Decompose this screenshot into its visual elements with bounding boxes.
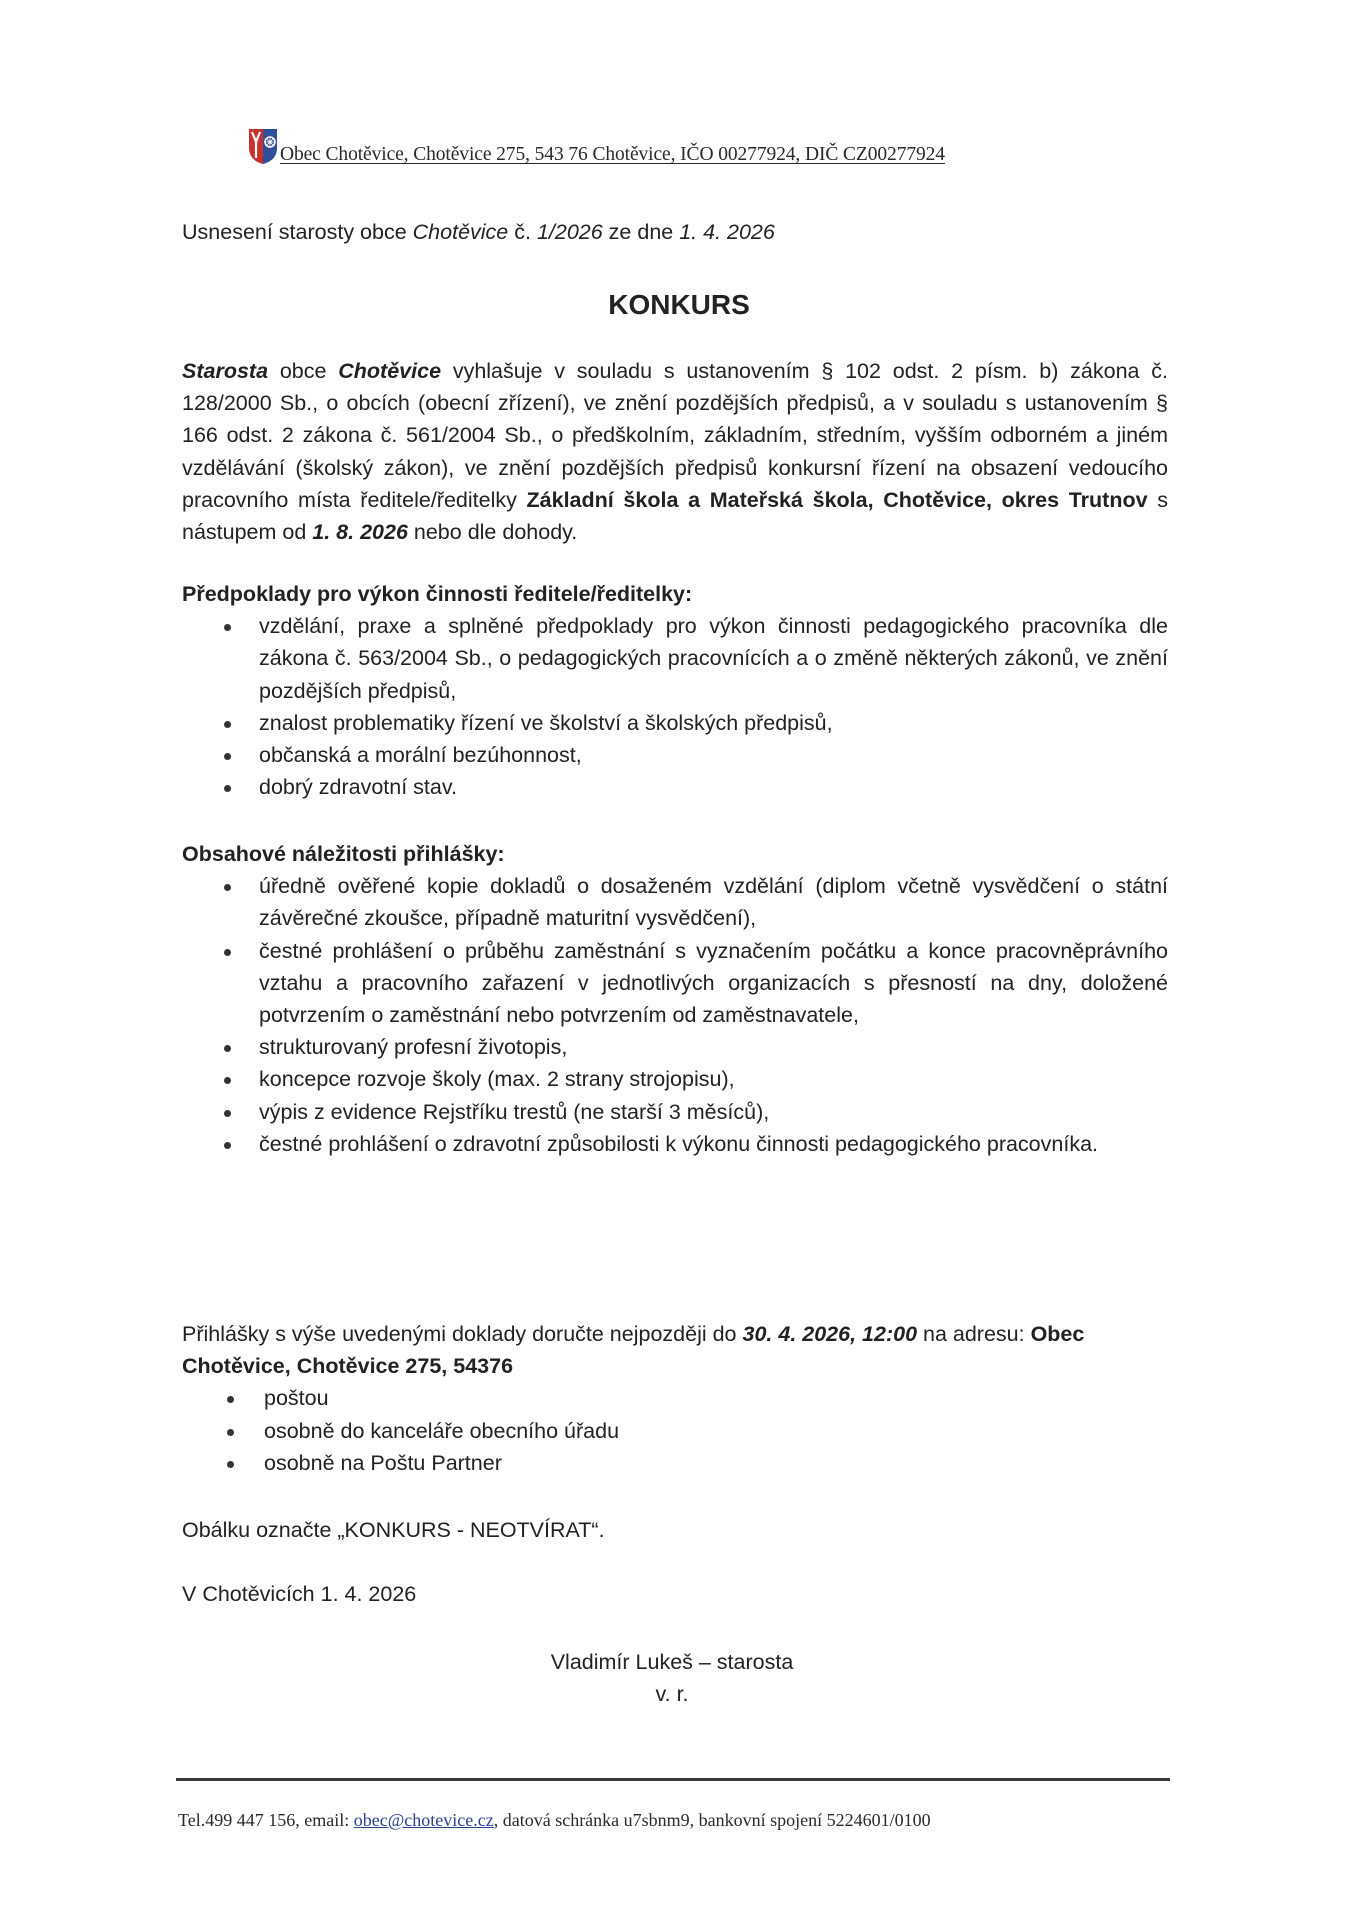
list-item-text: znalost problematiky řízení ve školství a školských předpisů, [259, 710, 833, 735]
bullet-icon [227, 1429, 234, 1436]
submission-section [182, 1318, 1168, 1479]
coat-of-arms-icon [248, 128, 278, 166]
bullet-icon [224, 753, 231, 760]
intro-paragraph [182, 355, 1168, 548]
list-item [182, 1096, 1168, 1128]
intro-municipality: Chotěvice [338, 359, 442, 383]
letterhead-address: Obec Chotěvice, Chotěvice 275, 543 76 Chotěvice, IČO 00277924, DIČ CZ00277924 [280, 144, 945, 165]
list-item-text: poštou [264, 1386, 329, 1411]
signature-name: Vladimír Lukeš – starosta [550, 1650, 794, 1674]
signature-note: v. r. [655, 1682, 689, 1706]
list-item [182, 1128, 1168, 1160]
list-item-text: výpis z evidence Rejstříku trestů (ne starší 3 měsíců), [259, 1099, 770, 1124]
requirements-section [182, 578, 1168, 803]
application-contents-section [182, 838, 1168, 1160]
application-contents-list [182, 870, 1168, 1160]
bullet-icon [224, 624, 231, 631]
list-item [182, 739, 1168, 771]
list-item-text: úředně ověřené kopie dokladů o dosaženém vzdělání (diplom včetně vysvědčení o státní závěrečné zkoušce, případně maturitní vysvědčení), [259, 874, 1168, 931]
list-item-text: osobně na Poštu Partner [264, 1450, 502, 1475]
footer-email-link[interactable]: obec@chotevice.cz [353, 1810, 494, 1830]
list-item-text: vzdělání, praxe a splněné předpoklady pro výkon činnosti pedagogického pracovníka dle zákona č. 563/2004 Sb., o pedagogických pracovnících a o změně některých zákonů, ve znění pozdějších předpisů, [259, 614, 1168, 703]
list-item [182, 935, 1168, 1032]
list-item-text: koncepce rozvoje školy (max. 2 strany strojopisu), [259, 1067, 735, 1092]
list-item [182, 707, 1168, 739]
resolution-date: 1. 4. 2026 [679, 220, 775, 244]
intro-text: nebo dle dohody. [407, 520, 578, 545]
envelope-note: Obálku označte „KONKURS - NEOTVÍRAT“. [182, 1518, 605, 1542]
bullet-icon [224, 1110, 231, 1117]
list-item-text: čestné prohlášení o zdravotní způsobilosti k výkonu činnosti pedagogického pracovníka. [259, 1131, 1099, 1156]
signature-block [537, 1646, 807, 1710]
footer-phone: Tel.499 447 156, email: [178, 1810, 354, 1830]
list-item-text: strukturovaný profesní životopis, [259, 1035, 568, 1060]
bullet-icon [224, 721, 231, 728]
list-item-text: občanská a morální bezúhonnost, [259, 743, 582, 768]
resolution-prefix: Usnesení starosty obce [182, 220, 413, 244]
bullet-icon [227, 1461, 234, 1468]
intro-text: s nástupem od [182, 487, 1168, 545]
school-name: Základní škola a Mateřská škola, Chotěvice, okres Trutnov [526, 487, 1148, 512]
submission-text: na adresu: [917, 1322, 1031, 1346]
document-title: KONKURS [608, 289, 750, 320]
list-item [182, 1447, 1168, 1479]
bullet-icon [224, 1045, 231, 1052]
list-item-text: osobně do kanceláře obecního úřadu [264, 1418, 620, 1443]
intro-text: vyhlašuje v souladu s ustanovením § 102 odst. 2 písm. b) zákona č. 128/2000 Sb., o obcích (obecní zřízení), ve znění pozdějších předpisů, a v souladu s ustanovením § 166 odst. 2 zákona č. 561/2004 Sb., o předškolním, základním, středním, vyšším odborném a jiném vzdělávání (školský zákon), ve znění pozdějších předpisů konkursní řízení na obsazení vedoucího pracovního místa ředitele/ředitelky [182, 359, 1168, 512]
list-item-text: čestné prohlášení o průběhu zaměstnání s vyznačením počátku a konce pracovněprávního vztahu a pracovního zařazení v jednotlivých organizacích s přesností na dny, doložené potvrzením o zaměstnání nebo potvrzením od zaměstnavatele, [259, 938, 1168, 1028]
list-item [182, 870, 1168, 934]
list-item [182, 771, 1168, 803]
resolution-municipality: Chotěvice [412, 220, 509, 244]
bullet-icon [224, 1142, 231, 1149]
letterhead [248, 128, 945, 166]
intro-text: obce [268, 359, 339, 383]
list-item [182, 1382, 1168, 1414]
footer-contact [178, 1810, 931, 1831]
list-item [182, 610, 1168, 707]
bullet-icon [224, 1077, 231, 1084]
application-contents-heading: Obsahové náležitosti přihlášky: [182, 842, 505, 866]
requirements-list [182, 610, 1168, 803]
submission-text: Přihlášky s výše uvedenými doklady doručte nejpozději do [182, 1322, 743, 1346]
submission-methods-list [182, 1382, 1168, 1479]
bullet-icon [227, 1396, 234, 1403]
submission-paragraph [182, 1318, 1168, 1382]
list-item [182, 1031, 1168, 1063]
resolution-line [182, 220, 775, 245]
list-item [182, 1415, 1168, 1447]
list-item-text: dobrý zdravotní stav. [259, 775, 457, 800]
footer-details: , datová schránka u7sbnm9, bankovní spojení 5224601/0100 [493, 1810, 931, 1830]
resolution-date-prefix: ze dne [602, 220, 680, 244]
list-item [182, 1063, 1168, 1095]
bullet-icon [224, 949, 231, 956]
intro-subject: Starosta [182, 359, 269, 383]
submission-address: Obec Chotěvice, Chotěvice 275, 54376 [182, 1322, 1085, 1379]
submission-deadline: 30. 4. 2026, 12:00 [742, 1322, 918, 1346]
resolution-number: 1/2026 [536, 220, 603, 244]
start-date: 1. 8. 2026 [312, 520, 408, 545]
place-date: V Chotěvicích 1. 4. 2026 [182, 1582, 417, 1606]
footer-divider [176, 1778, 1170, 1781]
resolution-number-prefix: č. [508, 220, 537, 244]
requirements-heading: Předpoklady pro výkon činnosti ředitele/ředitelky: [182, 582, 693, 606]
bullet-icon [224, 785, 231, 792]
bullet-icon [224, 884, 231, 891]
